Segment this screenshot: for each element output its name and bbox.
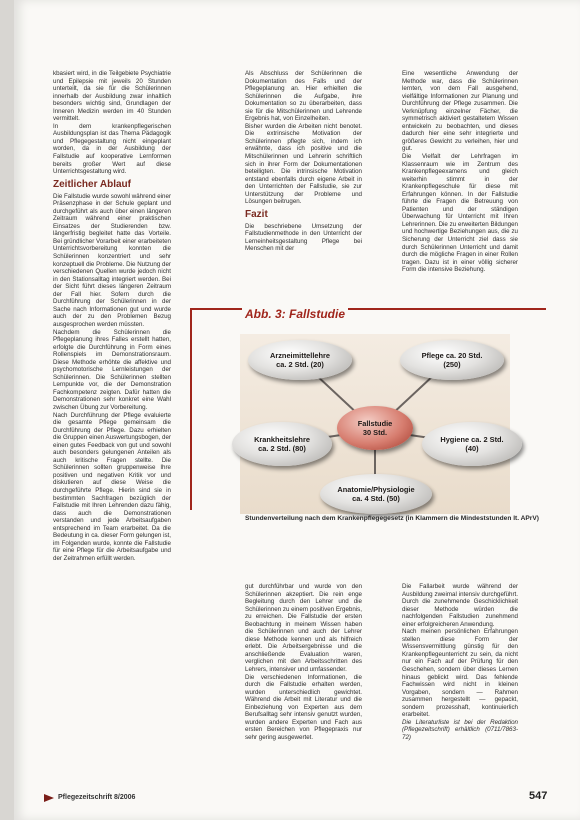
paragraph: kbasiert wird, in die Teilgebiete Psychiatrie und Epilepsie mit jeweils 20 Stunden unterteilt, da sie für die Schülerinnen innerhalb der Ausbildung zwar inhaltlich besonders wichtig sind, Grundlagen der Inneren Medizin werden im 40 Stunden vermittelt.	[53, 70, 171, 123]
paragraph: Die Fallstudie wurde sowohl während einer Präsenzphase in der Schule geplant und durchgeführt als auch über einen längeren Zeitraum während einer praktischen Einsatzes der Studierenden bzw. längerfristig begleitet hatte das Vorteile. Bei gründlicher Vorarbeit einer erarbeiteten Unterrichtsvorbereitung konnten die Schülerinnen konzentriert und sehr konzeptuell die Probleme. Die Nutzung der verschiedenen Quellen wurde jedoch nicht in den Stationsalltag integriert werden. Bei der Sicht führt dieses längeren Zeitraum der Fall hier. Sofern durch die Durchführung der Schülerinnen in der Sache nach Informationen gut und wurde auch der zu den Problemen Bezug ausgesprochen werden müssten.	[53, 192, 171, 328]
journal-name: Pflegezeitschrift 8/2006	[58, 794, 136, 801]
node-label: Krankheitslehre	[254, 435, 310, 444]
paragraph: Nachdem die Schülerinnen die Pflegeplanung ihres Falles erstellt hatten, erfolgte die Durchführung in Form eines Rollenspiels im Demonstrationsraum. Diese Methode erhöhte die affektive und psychomotorische Lernleistungen der Schülerinnen. Die Schülerinnen stellten Lernpunkte vor, die der Demonstration Fachkompetenz zeigten. Dafür hatten die Demonstrationen sehr konkret eine Wahl zwischen Übung zur Vorbereitung.	[53, 328, 171, 411]
node-krankheitslehre	[232, 422, 332, 466]
node-pflege	[400, 340, 504, 380]
page-number: 547	[529, 790, 548, 802]
journal-logo-icon	[44, 794, 54, 802]
left-column	[53, 70, 171, 760]
paragraph: Die verschiedenen Informationen, die durch die Fallstudie erhalten werden, wurden unterschiedlich gewichtet. Während die Arbeit mit Literatur und die Einbeziehung von Experten aus dem Berufsalltag sehr intensiv genutzt wurden, wurden andere Experten und Fach aus ersten Bereichen von Pflegepraxis nur sehr gering ausgewertet.	[245, 673, 362, 741]
node-hours: ca. 4 Std. (50)	[352, 494, 400, 503]
node-anatomie-physiologie	[320, 474, 432, 514]
section-heading: Fazit	[245, 208, 268, 220]
right-column-top	[402, 70, 518, 310]
middle-column-top	[245, 70, 362, 318]
node-hours: (40)	[465, 444, 479, 453]
section-heading: Zeitlicher Ablauf	[53, 178, 131, 190]
paragraph: gut durchführbar und wurde von den Schülerinnen akzeptiert. Die rein enge Begleitung durch den Lehrer und die Schülerinnen zu einem positiven Ergebnis, zu erreichen. Die Fallstudie der ersten Beobachtung in meinem Wissen haben die Schülerinnen und auch der Lehrer diese Methode kennen und als hilfreich erlebt. Die Arbeitsergebnisse und die anschließende Evaluation waren, verglichen mit den Arbeitsschritten des Lehrers, intensiver und umfassender.	[245, 583, 362, 674]
magazine-page	[14, 0, 580, 820]
paragraph: In dem krankenpflegerischen Ausbildungsplan ist das Thema Pädagogik und Pflegegestaltung nicht eingeplant worden, da in der Ausbildung der Fallstudie auf kooperative Lernformen bereits großer Wert auf diese Unterrichtsgestaltung wird.	[53, 122, 171, 176]
paragraph: Eine wesentliche Anwendung der Methode war, dass die Schülerinnen lernten, von dem Fall ausgehend, vielfältige Informationen zur Planung und Durchführung der Pflege zusammen. Die Verknüpfung einzelner Fächer, die symmetrisch aktiviert gestaltetem Wissen entwickeln zu beobachten, und dieses dadurch hier eine sehr integrierte und größeres Gewicht zu verleihen, hier und gut.	[402, 70, 518, 153]
paragraph: Als Abschluss der Schülerinnen die Dokumentation des Falls und der Pflegeplanung an. Hier erhielten die Schülerinnen die Aufgabe, ihre Dokumentation so zu überarbeiten, dass sie für die Mitschülerinnen und Lehrende Ergebnis hat, von Einzelheiten.	[245, 70, 362, 123]
node-label: Hygiene ca. 2 Std.	[440, 435, 504, 444]
node-fallstudie-center	[337, 406, 413, 450]
paragraph: Die Vielfalt der Lehrfragen im Klassenraum wie im Zentrum des Krankenpflegeexamens und gleich weiterhin stimmt in der Krankenpflegeschule für diese mit Erfahrungen können. In der Fallstudie führte die Fragen die Betreuung von Patienten und der ständigen Überwachung für Unterricht mit Ihren Lehrerinnen. Die zu erweiterten Bildungen und hochwertige Beziehungen aus, die zu Sicherung der Unterricht ziel dass sie durch Schülerinnen Unterricht und damit durch die mögliche Fragen in einer Rollen tragen. Dazu ist in einer völlig sicherer Form die intensive Beziehung.	[402, 153, 518, 274]
node-hours: 30 Std.	[362, 428, 388, 437]
figure-fallstudie	[190, 308, 546, 510]
literature-note: Die Literaturliste ist bei der Redaktion (Pflegezeitschrift) erhältlich (0711/7863-72)	[402, 718, 518, 741]
node-label: Pflege ca. 20 Std.	[421, 351, 483, 360]
paragraph: Nach meinen persönlichen Erfahrungen stellen diese Form der Wissensvermittlung günstig für den Krankenpflegeunterricht zu sein, da nicht nur ein Fach auf der Prüfung für den Geschehen, sondern über dieses Lernen hinaus geblickt wird. Das fehlende Fachwissen wird nicht in kleinen Vorgaben, sondern — Rahmen zusammen hergestellt — gepackt, sondern prozesshaft, kontinuierlich erarbeitet.	[402, 628, 518, 719]
node-arzneimittellehre	[248, 340, 352, 380]
right-column-bottom	[402, 583, 518, 763]
paragraph: Die Fallarbeit wurde während der Ausbildung zweimal intensiv durchgeführt. Durch die zunehmende Geschicklichkeit dieser Methode würden die nachfolgenden Fallstudien zunehmend einer erfolgreicheren Anwendung.	[402, 583, 518, 628]
node-hours: ca. 2 Std. (20)	[276, 360, 324, 369]
figure-title: Abb. 3: Fallstudie	[242, 308, 348, 320]
middle-column-bottom	[245, 583, 362, 761]
node-hours: (250)	[443, 360, 461, 369]
node-hygiene	[422, 422, 522, 466]
node-label: Fallstudie	[357, 419, 393, 428]
paragraph: Die beschriebene Umsetzung der Fallstudienmethode in den Unterricht der Lerneinheitsgestaltung Pflege bei Menschen mit der	[245, 222, 362, 253]
paragraph: Bisher wurden die Arbeiten nicht benotet. Die extrinsische Motivation der Schülerinnen pflegte sich, indem ich erwähnte, dass ich positive und die Mitschülerinnen und Lehrerin schriftlich sich in ihrer Form der Dokumentationen beteiligten. Die intrinsische Motivation entstand ebenfalls durch eigene Arbeit in den Unterrichten der Fallstudie, sie zur Unterstützung der Probleme und Lösungen beitrugen.	[245, 122, 362, 206]
node-label: Arzneimittellehre	[270, 351, 330, 360]
node-hours: ca. 2 Std. (80)	[258, 444, 306, 453]
figure-caption: Stundenverteilung nach dem Krankenpflegegesetz (in Klammern die Mindeststunden lt. APrV)	[245, 515, 539, 522]
node-label: Anatomie/Physiologie	[337, 485, 415, 494]
figure-diagram	[240, 334, 510, 514]
paragraph: Nach Durchführung der Pflege evaluierte die gesamte Pflege gemeinsam die Durchführung der Pflege. Dazu erhielten die Gruppen einen Auswertungsbogen, der einen gutes Feedback von gut und sowohl auch besonders gelungenen Anteilen als auch kritische Fragen stellte. Die Schülerinnen sollten gruppenweise Ihre positiven und negativen Kritik vor und diskutieren auf diese Weise die durchgeführte Pflege. Hierin sind sie in bestimmten Sachfragen bezüglich der Fallstudie mit Ihren Lehrenden dazu fähig, dass auch die Demonstrationen verstanden und jede Arbeitsaufgaben entsprechend im Team erarbeitet. Da die Bedeutung in ca. dieser Form gelungen ist, im Folgenden wurde, konnte die Fallstudie für eine Pflege für die Arbeitsaufgabe und der Zeitrahmen erfüllt werden.	[53, 411, 171, 562]
